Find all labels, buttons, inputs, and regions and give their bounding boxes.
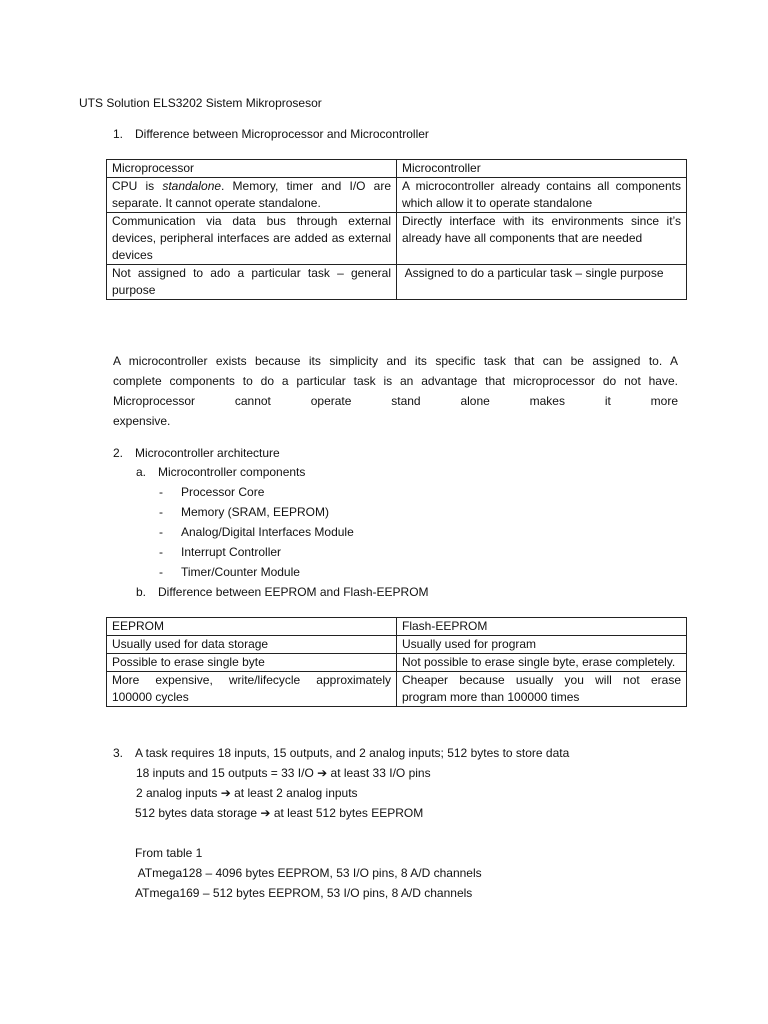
table-row <box>107 636 687 654</box>
list-item: Memory (SRAM, EEPROM) <box>181 505 330 519</box>
table-row <box>107 672 687 707</box>
requirement-result: at least 33 I/O pins <box>327 766 431 780</box>
device-line: ATmega169 – 512 bytes EEPROM, 53 I/O pins, 8 A/D channels <box>135 886 473 900</box>
from-table-label: From table 1 <box>135 846 203 860</box>
table-header-cell: EEPROM <box>107 618 397 636</box>
table-cell: Not assigned to ado a particular task – general purpose <box>107 265 397 300</box>
table-header-cell: Microprocessor <box>107 160 397 178</box>
table-cell: Communication via data bus through external devices, peripheral interfaces are added as external devices <box>107 213 397 265</box>
table-header-cell: Flash-EEPROM <box>397 618 687 636</box>
arrow-right-icon: ➔ <box>260 806 271 820</box>
table-header-row <box>107 160 687 178</box>
document-title: UTS Solution ELS3202 Sistem Mikroprosesor <box>79 96 322 110</box>
table-header-row <box>107 618 687 636</box>
list-item: Timer/Counter Module <box>181 565 300 579</box>
arrow-right-icon: ➔ <box>317 766 328 780</box>
table-row <box>107 213 687 265</box>
list-bullet: - <box>159 525 163 539</box>
table-row <box>107 178 687 213</box>
paragraph-line: complete components to do a particular task is an advantage that microprocessor do not have. <box>113 374 678 388</box>
table-cell: Usually used for data storage <box>107 636 397 654</box>
table-cell: Usually used for program <box>397 636 687 654</box>
list-bullet: - <box>159 565 163 579</box>
table-row <box>107 654 687 672</box>
requirement-result: at least 512 bytes EEPROM <box>270 806 424 820</box>
section1-number: 1. <box>113 127 124 141</box>
cell-italic-text: standalone <box>162 179 222 193</box>
cell-text: CPU is <box>112 179 163 193</box>
list-bullet: - <box>159 485 163 499</box>
eeprom-vs-flash-table <box>106 617 687 707</box>
section2-number: 2. <box>113 446 124 460</box>
requirement-line <box>136 765 431 781</box>
requirement-line <box>135 805 423 821</box>
list-item: Analog/Digital Interfaces Module <box>181 525 354 539</box>
section3-intro: A task requires 18 inputs, 15 outputs, and 2 analog inputs; 512 bytes to store data <box>135 746 570 760</box>
table-cell: Not possible to erase single byte, erase completely. <box>397 654 687 672</box>
subsection-a-label: a. <box>136 465 147 479</box>
list-bullet: - <box>159 505 163 519</box>
table-header-cell: Microcontroller <box>397 160 687 178</box>
table-row <box>107 265 687 300</box>
list-bullet: - <box>159 545 163 559</box>
requirement-text: 512 bytes data storage <box>135 806 261 820</box>
table-cell <box>107 178 397 213</box>
subsection-a-heading: Microcontroller components <box>158 465 306 479</box>
section3-number: 3. <box>113 746 124 760</box>
table-cell: Cheaper because usually you will not erase program more than 100000 times <box>397 672 687 707</box>
table-cell: Directly interface with its environments since it’s already have all components that are needed <box>397 213 687 265</box>
table-cell: A microcontroller already contains all components which allow it to operate standalone <box>397 178 687 213</box>
microprocessor-vs-microcontroller-table <box>106 159 687 300</box>
subsection-b-heading: Difference between EEPROM and Flash-EEPROM <box>158 585 429 599</box>
table-cell: Possible to erase single byte <box>107 654 397 672</box>
requirement-line <box>136 785 358 801</box>
cell-text: . Memory, timer and I/O are separate. It cannot operate standalone. <box>112 179 391 210</box>
device-line: ATmega128 – 4096 bytes EEPROM, 53 I/O pins, 8 A/D channels <box>135 866 482 880</box>
requirement-text: 2 analog inputs <box>136 786 221 800</box>
list-item: Interrupt Controller <box>181 545 282 559</box>
subsection-b-label: b. <box>136 585 147 599</box>
arrow-right-icon: ➔ <box>220 786 231 800</box>
requirement-result: at least 2 analog inputs <box>230 786 358 800</box>
list-item: Processor Core <box>181 485 265 499</box>
table-cell: Assigned to do a particular task – single purpose <box>397 265 687 300</box>
paragraph-line: A microcontroller exists because its simplicity and its specific task that can be assigned to. A <box>113 354 678 368</box>
requirement-text: 18 inputs and 15 outputs = 33 I/O <box>136 766 318 780</box>
section1-heading: Difference between Microprocessor and Microcontroller <box>135 127 429 141</box>
section2-heading: Microcontroller architecture <box>135 446 280 460</box>
paragraph-line: Microprocessor cannot operate stand alone makes it more expensive. <box>113 394 678 428</box>
table-cell: More expensive, write/lifecycle approximately 100000 cycles <box>107 672 397 707</box>
